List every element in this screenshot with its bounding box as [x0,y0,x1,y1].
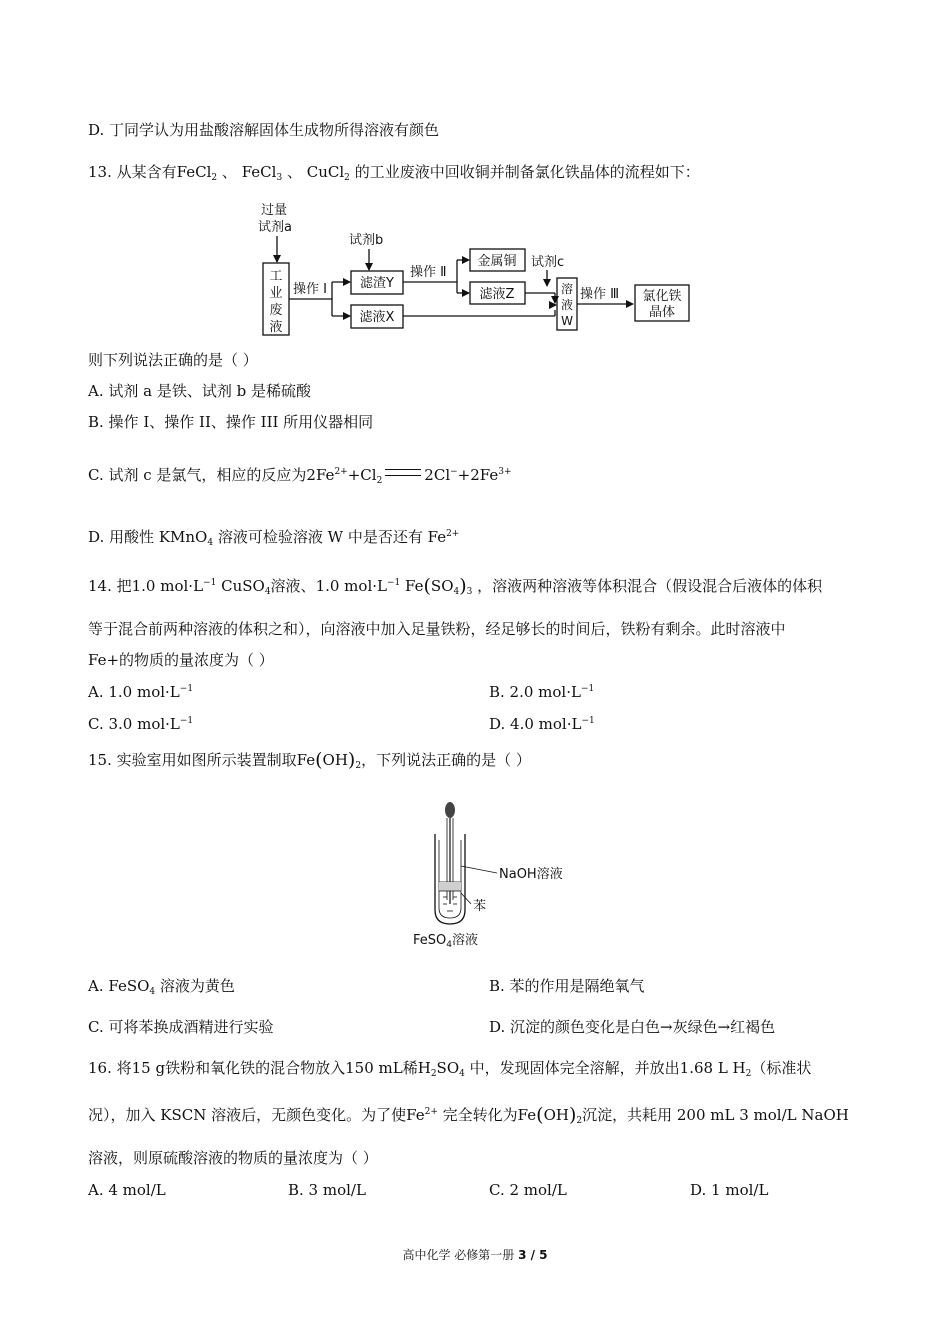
svg-text:工: 工 [269,269,283,284]
q16-option-c: C. 2 mol/L [489,1181,567,1199]
q15-apparatus-figure [405,800,563,952]
page-number: 3 / 5 [518,1248,548,1262]
q13-question: 则下列说法正确的是（ ） [88,351,258,369]
q14-stem-line1: 14. 把1.0 $mol\cdot L^{-1}$ CuSO$_4$溶液、1.0 $mol\cdot L^{-1}$ $Fe(SO_4)_3$ ，溶液两种溶液等体积混合（假设混合后液体的体积 [88,575,823,597]
svg-text:金属铜: 金属铜 [477,254,517,269]
q13-option-a: A. 试剂 a 是铁、试剂 b 是稀硫酸 [88,382,311,400]
svg-text:滤液X: 滤液X [359,310,395,325]
dropper-bulb [445,802,455,818]
q15-stem: 15. 实验室用如图所示装置制取$Fe(OH)_2$，下列说法正确的是（ ） [88,749,531,771]
q15-option-d: D. 沉淀的颜色变化是白色→灰绿色→红褐色 [489,1018,776,1036]
svg-text:氯化铁: 氯化铁 [642,289,682,304]
q16-option-d: D. 1 mol/L [690,1181,769,1199]
op2-label: 操作 Ⅱ [410,265,447,280]
equals-sign [385,469,421,476]
feso4-label: FeSO$_4$溶液 [413,933,478,950]
q13-option-d: D. 用酸性 KMnO$_4$ 溶液可检验溶液 W 中是否还有 $Fe^{2+}$ [88,528,460,548]
page-footer: 高中化学 必修第一册 3 / 5 [402,1248,548,1262]
svg-text:滤渣Y: 滤渣Y [360,276,394,291]
q16-stem-line1: 16. 将15 g铁粉和氧化铁的混合物放入150 mL稀$H_2SO_4$ 中，发现固体完全溶解，并放出1.68 L $H_2$（标准状 [88,1059,812,1079]
reagent-a-label-2: 试剂a [258,220,292,235]
q14-option-d: D. 4.0 $mol\cdot L^{-1}$ [489,715,595,733]
svg-text:液: 液 [560,298,574,312]
q14-option-a: A. 1.0 $mol\cdot L^{-1}$ [88,683,194,701]
svg-text:滤液Z: 滤液Z [479,287,515,302]
benzene-label: 苯 [473,899,487,914]
op3-label: 操作 Ⅲ [580,287,620,302]
q12-option-d: D. 丁同学认为用盐酸溶解固体生成物所得溶液有颜色 [88,121,440,139]
q15-option-b: B. 苯的作用是隔绝氧气 [489,977,645,995]
svg-text:W: W [561,314,573,328]
q16-stem-line2: 况），加入 KSCN 溶液后，无颜色变化。为了使$Fe^{2+}$ 完全转化为$Fe(OH)_2$沉淀，共耗用 200 mL 3 mol/L NaOH [88,1104,849,1126]
q15-option-c: C. 可将苯换成酒精进行实验 [88,1018,274,1036]
q16-stem-line3: 溶液，则原硫酸溶液的物质的量浓度为（ ） [88,1149,378,1167]
svg-text:液: 液 [269,320,283,335]
q13-option-b: B. 操作 I、操作 II、操作 III 所用仪器相同 [88,413,374,431]
q14-option-c: C. 3.0 $mol\cdot L^{-1}$ [88,715,194,733]
svg-text:溶: 溶 [560,282,574,296]
q13-stem: 13. 从某含有FeCl$_2$ 、 FeCl$_3$ 、 CuCl$_2$ 的工业废液中回收铜并制备氯化铁晶体的流程如下： [88,163,700,183]
reagent-b-label: 试剂b [349,233,384,248]
q13-option-c: C. 试剂 c 是氯气，相应的反应为$2Fe^{2+}+Cl_2$ $2Cl^-+2Fe^{3+}$ [88,466,512,486]
q14-option-b: B. 2.0 $mol\cdot L^{-1}$ [489,683,595,701]
q16-option-b: B. 3 mol/L [288,1181,366,1199]
svg-text:业: 业 [269,286,283,301]
q13-flow-diagram [255,198,695,346]
naoh-label: NaOH溶液 [499,867,563,882]
q15-option-a: A. FeSO$_4$ 溶液为黄色 [88,977,235,997]
q14-stem-line2: 等于混合前两种溶液的体积之和），向溶液中加入足量铁粉，经足够长的时间后，铁粉有剩余。此时溶液中 [88,620,786,638]
q14-stem-line3: Fe+的物质的量浓度为（ ） [88,651,274,669]
benzene-layer [439,882,461,891]
reagent-c-label: 试剂c [531,255,565,270]
svg-text:晶体: 晶体 [648,305,676,320]
op1-label: 操作 Ⅰ [293,282,327,297]
reagent-a-label: 过量 [261,203,288,218]
svg-text:废: 废 [269,303,283,318]
q16-option-a: A. 4 mol/L [88,1181,166,1199]
